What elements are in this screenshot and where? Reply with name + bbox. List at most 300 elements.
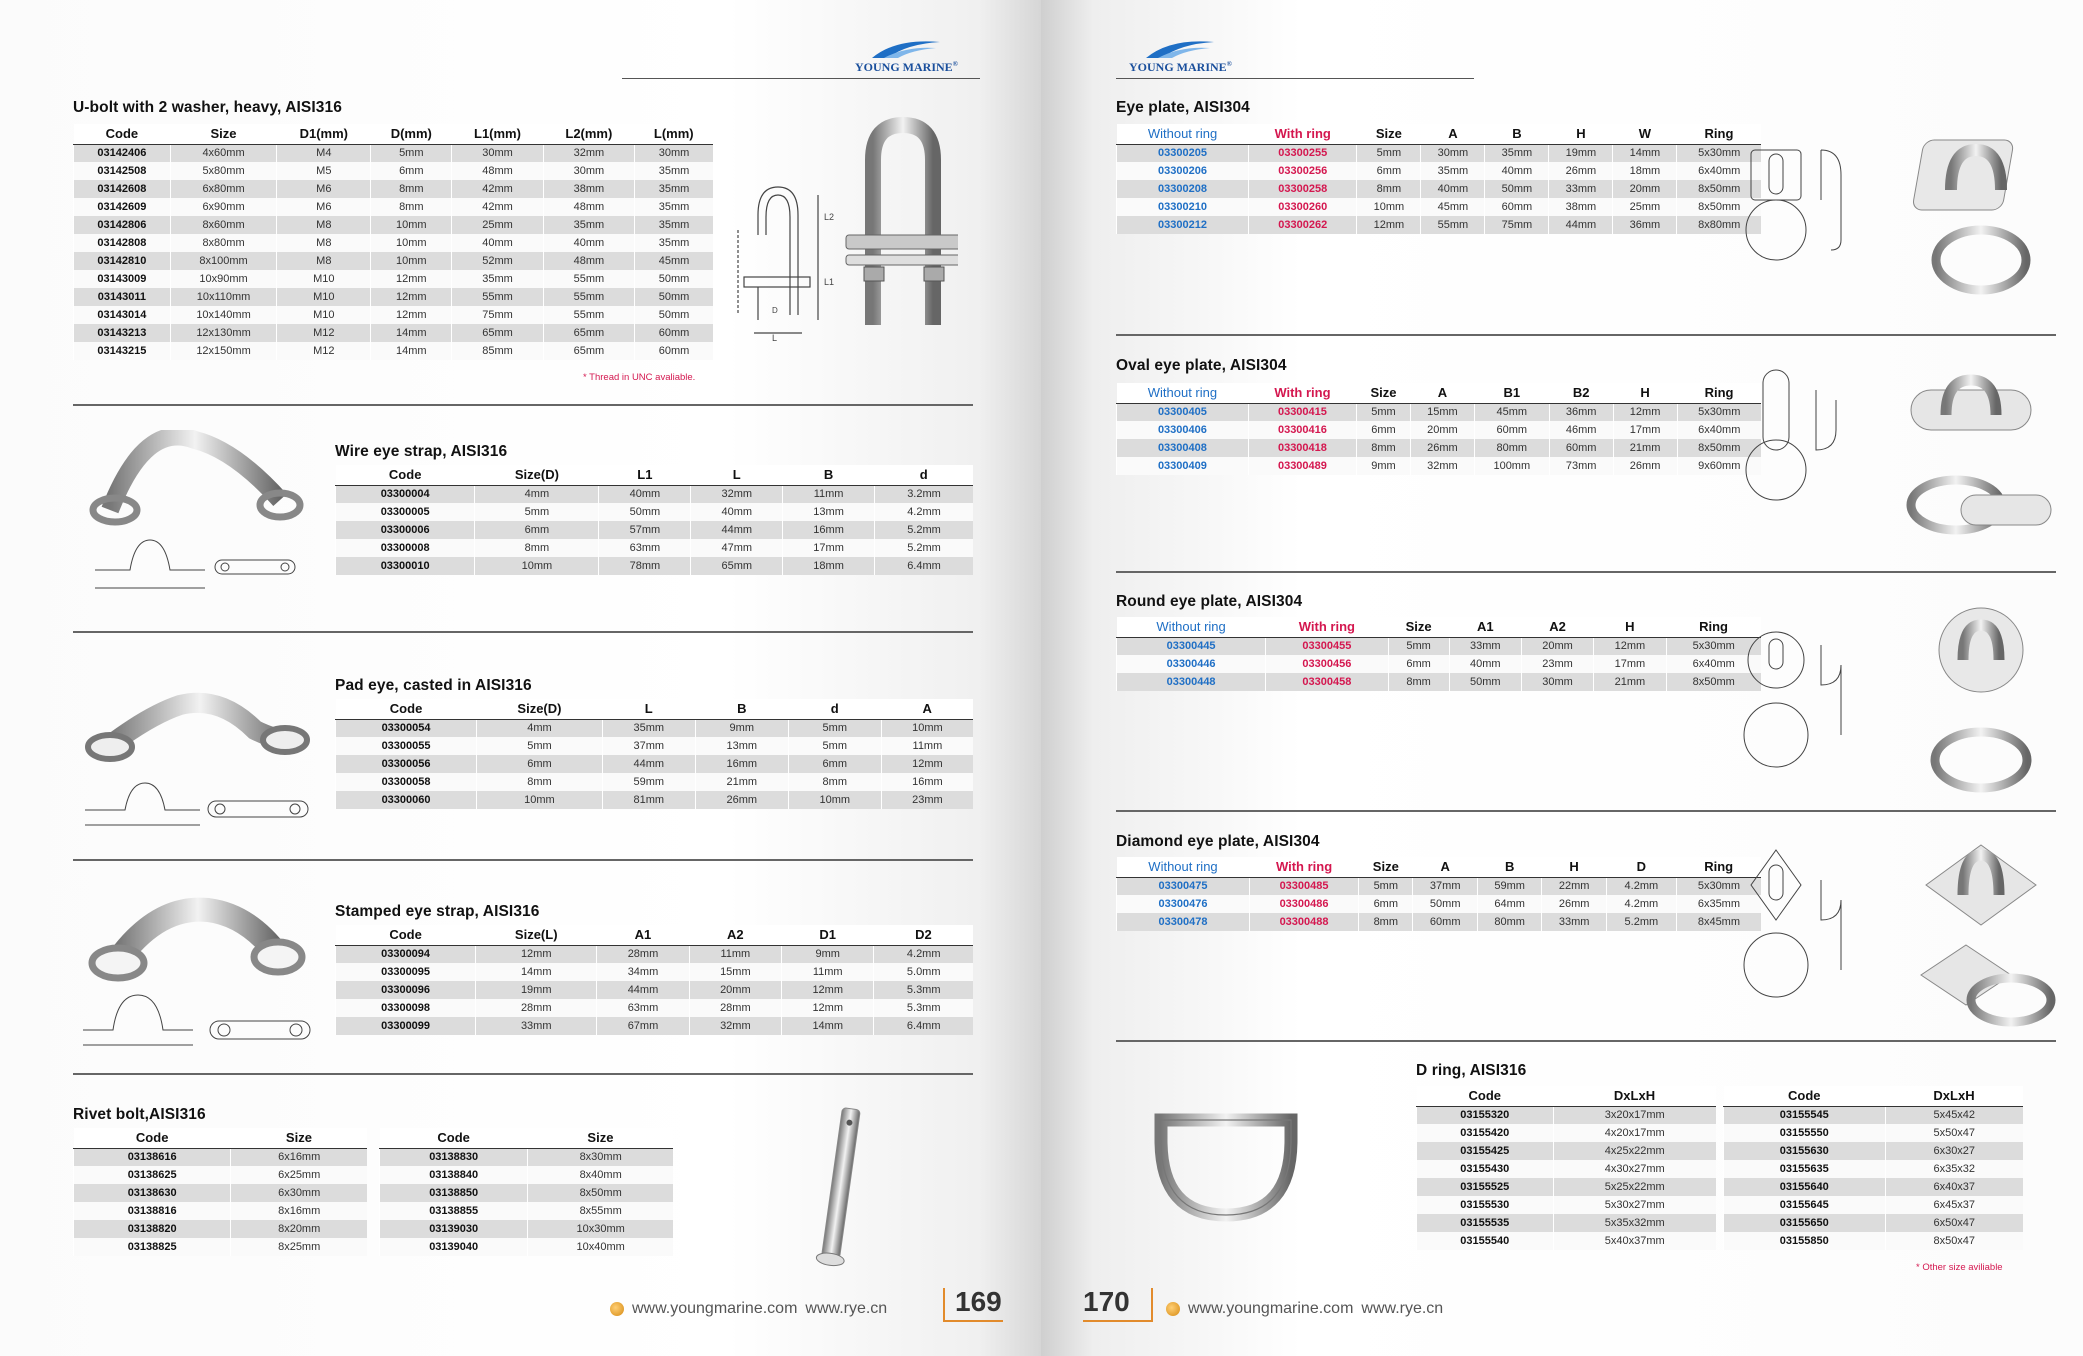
spec-cell: 20mm bbox=[1521, 637, 1593, 655]
product-code-cell: 03143215 bbox=[74, 342, 171, 360]
column-header: With ring bbox=[1249, 857, 1358, 877]
section-divider bbox=[1116, 1040, 2056, 1042]
table-row bbox=[336, 999, 974, 1017]
product-code-cell: 03300054 bbox=[336, 719, 477, 737]
spec-cell: 65mm bbox=[543, 342, 634, 360]
eyeplate-title: Eye plate, AISI304 bbox=[1116, 99, 1250, 116]
spec-cell: 16mm bbox=[881, 773, 973, 791]
table-row bbox=[1417, 1178, 1717, 1196]
product-code-cell: 03155645 bbox=[1724, 1196, 1886, 1214]
spec-cell: 35mm bbox=[635, 234, 713, 252]
spec-cell: 5mm bbox=[371, 144, 452, 162]
product-code-cell: 03143213 bbox=[74, 324, 171, 342]
product-code-cell: 03300456 bbox=[1266, 655, 1388, 673]
spec-cell: 16mm bbox=[695, 755, 788, 773]
spec-cell: 75mm bbox=[452, 306, 543, 324]
spec-cell: 19mm bbox=[476, 981, 597, 999]
column-header: Code bbox=[1417, 1086, 1554, 1106]
spec-cell: 80mm bbox=[1474, 439, 1549, 457]
spec-cell: 10x90mm bbox=[170, 270, 277, 288]
spec-cell: M12 bbox=[277, 324, 371, 342]
spec-cell: M6 bbox=[277, 198, 371, 216]
brand-name: YOUNG MARINE® bbox=[855, 60, 958, 74]
page-number-marker bbox=[1151, 1288, 1153, 1320]
pad-title: Pad eye, casted in AISI316 bbox=[335, 677, 532, 694]
spec-cell: 8x45mm bbox=[1676, 913, 1761, 931]
spec-cell: 5mm bbox=[1359, 877, 1413, 895]
table-row bbox=[1117, 198, 1762, 216]
spec-cell: 52mm bbox=[452, 252, 543, 270]
spec-cell: 6mm bbox=[371, 162, 452, 180]
product-code-cell: 03155650 bbox=[1724, 1214, 1886, 1232]
spec-cell: 20mm bbox=[689, 981, 781, 999]
product-code-cell: 03300455 bbox=[1266, 637, 1388, 655]
table-row bbox=[74, 1220, 368, 1238]
column-header: L bbox=[691, 465, 783, 485]
table-row bbox=[1724, 1214, 2024, 1232]
spec-cell: 35mm bbox=[1421, 162, 1485, 180]
table-header-row bbox=[1417, 1086, 1717, 1106]
spec-cell: 21mm bbox=[1594, 673, 1666, 691]
spec-cell: 10mm bbox=[475, 557, 599, 575]
table-row bbox=[74, 1184, 368, 1202]
footer-left bbox=[610, 1300, 887, 1318]
table-header-row bbox=[1117, 383, 1762, 403]
spec-cell: 55mm bbox=[543, 270, 634, 288]
spec-cell: 5mm bbox=[1357, 403, 1411, 421]
column-header: Size bbox=[170, 124, 277, 144]
product-code-cell: 03155540 bbox=[1417, 1232, 1554, 1250]
page-number-left: 169 bbox=[955, 1286, 1002, 1317]
product-code-cell: 03142810 bbox=[74, 252, 171, 270]
spec-cell: 6x25mm bbox=[231, 1166, 367, 1184]
spec-cell: 4.2mm bbox=[874, 945, 973, 963]
spec-cell: 5x30mm bbox=[1677, 144, 1761, 162]
spec-cell: 10mm bbox=[371, 252, 452, 270]
spec-cell: 5.2mm bbox=[875, 539, 974, 557]
spec-cell: 50mm bbox=[635, 270, 713, 288]
column-header: B2 bbox=[1549, 383, 1613, 403]
spec-cell: 40mm bbox=[452, 234, 543, 252]
column-header: Size bbox=[1388, 617, 1449, 637]
diamond-eyeplate-product-image bbox=[1741, 840, 2061, 1040]
spec-cell: 6mm bbox=[1359, 895, 1413, 913]
spec-cell: 78mm bbox=[599, 557, 691, 575]
table-row bbox=[74, 144, 714, 162]
spec-cell: M8 bbox=[277, 234, 371, 252]
table-row bbox=[380, 1148, 674, 1166]
product-code-cell: 03138830 bbox=[380, 1148, 528, 1166]
brand-logo bbox=[1129, 36, 1232, 75]
spec-cell: 5x45x42 bbox=[1885, 1106, 2023, 1124]
spec-cell: 5x35x32mm bbox=[1553, 1214, 1716, 1232]
table-row bbox=[1117, 637, 1762, 655]
spec-cell: 26mm bbox=[695, 791, 788, 809]
spec-cell: 4.2mm bbox=[875, 503, 974, 521]
ubolt-product-image bbox=[728, 115, 958, 350]
column-header: L1(mm) bbox=[452, 124, 543, 144]
eyeplate-product-image bbox=[1741, 130, 2061, 310]
spec-cell: 5x30mm bbox=[1676, 877, 1761, 895]
spec-cell: 21mm bbox=[695, 773, 788, 791]
spec-cell: 60mm bbox=[635, 324, 713, 342]
svg-text:L2: L2 bbox=[824, 212, 835, 222]
table-row bbox=[74, 162, 714, 180]
spec-cell: 46mm bbox=[1549, 421, 1613, 439]
header-rule bbox=[622, 78, 980, 79]
product-code-cell: 03155530 bbox=[1417, 1196, 1554, 1214]
table-row bbox=[1417, 1196, 1717, 1214]
column-header: Size(L) bbox=[476, 925, 597, 945]
spec-cell: 55mm bbox=[543, 288, 634, 306]
product-code-cell: 03300210 bbox=[1117, 198, 1249, 216]
table-row bbox=[336, 981, 974, 999]
spec-cell: 48mm bbox=[452, 162, 543, 180]
footer-url-primary: www.youngmarine.com bbox=[632, 1300, 798, 1317]
spec-cell: 15mm bbox=[1410, 403, 1474, 421]
spec-cell: 28mm bbox=[689, 999, 781, 1017]
table-row bbox=[74, 1148, 368, 1166]
spec-cell: 4.2mm bbox=[1606, 877, 1676, 895]
table-row bbox=[74, 252, 714, 270]
column-header: D2 bbox=[874, 925, 973, 945]
footer-url-secondary: www.rye.cn bbox=[1361, 1300, 1444, 1317]
spec-cell: 59mm bbox=[1477, 877, 1541, 895]
product-code-cell: 03138816 bbox=[74, 1202, 231, 1220]
product-code-cell: 03138840 bbox=[380, 1166, 528, 1184]
spec-cell: 6x40mm bbox=[1677, 162, 1761, 180]
spec-cell: 5x30mm bbox=[1666, 637, 1761, 655]
spec-cell: 4mm bbox=[477, 719, 603, 737]
spec-cell: 38mm bbox=[543, 180, 634, 198]
spec-cell: 6mm bbox=[1357, 162, 1421, 180]
column-header: W bbox=[1613, 124, 1677, 144]
column-header: Without ring bbox=[1117, 617, 1266, 637]
product-code-cell: 03300205 bbox=[1117, 144, 1249, 162]
product-code-cell: 03142508 bbox=[74, 162, 171, 180]
spec-cell: 35mm bbox=[543, 216, 634, 234]
ubolt-title: U-bolt with 2 washer, heavy, AISI316 bbox=[73, 99, 342, 116]
column-header: Code bbox=[380, 1128, 528, 1148]
spec-cell: 45mm bbox=[1421, 198, 1485, 216]
oval-table bbox=[1116, 383, 1761, 475]
spec-cell: 26mm bbox=[1613, 457, 1677, 475]
spec-cell: 36mm bbox=[1613, 216, 1677, 234]
spec-cell: 6x35x32 bbox=[1885, 1160, 2023, 1178]
table-row bbox=[1117, 673, 1762, 691]
spec-cell: 50mm bbox=[1449, 673, 1521, 691]
spec-cell: 35mm bbox=[452, 270, 543, 288]
column-header: Code bbox=[336, 465, 475, 485]
diamond-table bbox=[1116, 857, 1761, 931]
spec-cell: 5x80mm bbox=[170, 162, 277, 180]
page-number-underline bbox=[943, 1320, 1003, 1322]
product-code-cell: 03155430 bbox=[1417, 1160, 1554, 1178]
spec-cell: 19mm bbox=[1549, 144, 1613, 162]
section-divider bbox=[73, 404, 973, 406]
spec-cell: 6mm bbox=[1388, 655, 1449, 673]
product-code-cell: 03300255 bbox=[1249, 144, 1357, 162]
product-code-cell: 03300258 bbox=[1249, 180, 1357, 198]
spec-cell: 3x20x17mm bbox=[1553, 1106, 1716, 1124]
product-code-cell: 03139040 bbox=[380, 1238, 528, 1256]
spec-cell: 60mm bbox=[635, 342, 713, 360]
table-row bbox=[74, 1202, 368, 1220]
spec-cell: 26mm bbox=[1549, 162, 1613, 180]
spec-cell: 14mm bbox=[371, 342, 452, 360]
product-code-cell: 03300260 bbox=[1249, 198, 1357, 216]
product-code-cell: 03300405 bbox=[1117, 403, 1249, 421]
column-header: Without ring bbox=[1117, 124, 1249, 144]
spec-cell: 35mm bbox=[1485, 144, 1549, 162]
wire-table bbox=[335, 465, 973, 575]
spec-cell: 48mm bbox=[543, 252, 634, 270]
spec-cell: 14mm bbox=[1613, 144, 1677, 162]
spec-cell: 5.2mm bbox=[1606, 913, 1676, 931]
table-row bbox=[336, 539, 974, 557]
oval-eyeplate-product-image bbox=[1741, 360, 2061, 550]
spec-cell: 32mm bbox=[543, 144, 634, 162]
table-row bbox=[336, 503, 974, 521]
product-code-cell: 03138820 bbox=[74, 1220, 231, 1238]
spec-cell: 12mm bbox=[371, 306, 452, 324]
spec-cell: 8x50mm bbox=[528, 1184, 673, 1202]
column-header: A bbox=[1410, 383, 1474, 403]
spec-cell: 9mm bbox=[695, 719, 788, 737]
product-code-cell: 03300446 bbox=[1117, 655, 1266, 673]
spec-cell: M4 bbox=[277, 144, 371, 162]
spec-cell: 22mm bbox=[1542, 877, 1606, 895]
table-row bbox=[1117, 457, 1762, 475]
product-code-cell: 03300094 bbox=[336, 945, 476, 963]
product-code-cell: 03300406 bbox=[1117, 421, 1249, 439]
spec-cell: 5.2mm bbox=[875, 521, 974, 539]
stamped-strap-product-image bbox=[78, 895, 318, 1055]
table-row bbox=[74, 1238, 368, 1256]
column-header: D(mm) bbox=[371, 124, 452, 144]
column-header: A bbox=[1413, 857, 1477, 877]
product-code-cell: 03300098 bbox=[336, 999, 476, 1017]
table-header-row bbox=[1117, 124, 1762, 144]
table-header-row bbox=[336, 699, 974, 719]
rivet-table-b bbox=[379, 1128, 673, 1256]
spec-cell: 11mm bbox=[689, 945, 781, 963]
table-row bbox=[1417, 1124, 1717, 1142]
product-code-cell: 03300095 bbox=[336, 963, 476, 981]
round-table bbox=[1116, 617, 1761, 691]
spec-cell: 33mm bbox=[1542, 913, 1606, 931]
spec-cell: 32mm bbox=[1410, 457, 1474, 475]
section-divider bbox=[73, 631, 973, 633]
spec-cell: M5 bbox=[277, 162, 371, 180]
table-row bbox=[336, 557, 974, 575]
table-header-row bbox=[74, 1128, 368, 1148]
spec-cell: 6x45x37 bbox=[1885, 1196, 2023, 1214]
spec-cell: 33mm bbox=[1549, 180, 1613, 198]
spec-cell: 10mm bbox=[881, 719, 973, 737]
dring-table-a bbox=[1416, 1086, 1716, 1250]
column-header: Code bbox=[74, 124, 171, 144]
spec-cell: 16mm bbox=[783, 521, 875, 539]
column-header: With ring bbox=[1249, 124, 1357, 144]
spec-cell: 23mm bbox=[881, 791, 973, 809]
product-code-cell: 03143009 bbox=[74, 270, 171, 288]
spec-cell: 40mm bbox=[1449, 655, 1521, 673]
spec-cell: 8mm bbox=[477, 773, 603, 791]
product-code-cell: 03300055 bbox=[336, 737, 477, 755]
table-row bbox=[1117, 180, 1762, 198]
product-code-cell: 03138625 bbox=[74, 1166, 231, 1184]
column-header: L2(mm) bbox=[543, 124, 634, 144]
column-header: A bbox=[1421, 124, 1485, 144]
spec-cell: 60mm bbox=[1549, 439, 1613, 457]
product-code-cell: 03300099 bbox=[336, 1017, 476, 1035]
column-header: H bbox=[1594, 617, 1666, 637]
spec-cell: 81mm bbox=[602, 791, 695, 809]
spec-cell: 10mm bbox=[1357, 198, 1421, 216]
table-row bbox=[1724, 1124, 2024, 1142]
spec-cell: 5mm bbox=[1357, 144, 1421, 162]
spec-cell: 5mm bbox=[788, 719, 881, 737]
table-row bbox=[380, 1184, 674, 1202]
column-header: DxLxH bbox=[1885, 1086, 2023, 1106]
spec-cell: 40mm bbox=[1485, 162, 1549, 180]
spec-cell: 8x25mm bbox=[231, 1238, 367, 1256]
spec-cell: 12mm bbox=[1613, 403, 1677, 421]
product-code-cell: 03300006 bbox=[336, 521, 475, 539]
product-code-cell: 03155535 bbox=[1417, 1214, 1554, 1232]
spec-cell: 17mm bbox=[1594, 655, 1666, 673]
spec-cell: 6x90mm bbox=[170, 198, 277, 216]
product-code-cell: 03138825 bbox=[74, 1238, 231, 1256]
spec-cell: 5mm bbox=[1388, 637, 1449, 655]
product-code-cell: 03155635 bbox=[1724, 1160, 1886, 1178]
spec-cell: 11mm bbox=[881, 737, 973, 755]
spec-cell: 60mm bbox=[1413, 913, 1477, 931]
spec-cell: 12mm bbox=[881, 755, 973, 773]
table-row bbox=[336, 719, 974, 737]
spec-cell: 8x50mm bbox=[1677, 439, 1761, 457]
spec-cell: 5mm bbox=[788, 737, 881, 755]
spec-cell: 8x50mm bbox=[1677, 198, 1761, 216]
product-code-cell: 03300409 bbox=[1117, 457, 1249, 475]
spec-cell: 4x60mm bbox=[170, 144, 277, 162]
spec-cell: 65mm bbox=[543, 324, 634, 342]
column-header: A1 bbox=[597, 925, 689, 945]
spec-cell: 6x40mm bbox=[1666, 655, 1761, 673]
spec-cell: 8mm bbox=[1357, 439, 1411, 457]
product-code-cell: 03142609 bbox=[74, 198, 171, 216]
spec-cell: 12x150mm bbox=[170, 342, 277, 360]
header-rule bbox=[1116, 78, 1474, 79]
column-header: Size bbox=[1359, 857, 1413, 877]
spec-cell: 25mm bbox=[1613, 198, 1677, 216]
column-header: A2 bbox=[1521, 617, 1593, 637]
spec-cell: 60mm bbox=[1485, 198, 1549, 216]
column-header: DxLxH bbox=[1553, 1086, 1716, 1106]
product-code-cell: 03142806 bbox=[74, 216, 171, 234]
column-header: Code bbox=[74, 1128, 231, 1148]
column-header: Code bbox=[336, 925, 476, 945]
spec-cell: 6x50x47 bbox=[1885, 1214, 2023, 1232]
table-row bbox=[1417, 1232, 1717, 1250]
table-row bbox=[1117, 162, 1762, 180]
product-code-cell: 03300060 bbox=[336, 791, 477, 809]
table-row bbox=[380, 1202, 674, 1220]
spec-cell: 45mm bbox=[1474, 403, 1549, 421]
spec-cell: 8x80mm bbox=[1677, 216, 1761, 234]
spec-cell: 5x40x37mm bbox=[1553, 1232, 1716, 1250]
product-code-cell: 03300208 bbox=[1117, 180, 1249, 198]
spec-cell: 11mm bbox=[782, 963, 874, 981]
spec-cell: 9mm bbox=[782, 945, 874, 963]
page-number-marker bbox=[943, 1288, 945, 1320]
spec-cell: 21mm bbox=[1613, 439, 1677, 457]
table-row bbox=[1417, 1106, 1717, 1124]
rivet-table-a bbox=[73, 1128, 367, 1256]
table-row bbox=[74, 324, 714, 342]
table-row bbox=[74, 1166, 368, 1184]
spec-cell: 8x55mm bbox=[528, 1202, 673, 1220]
spec-cell: M12 bbox=[277, 342, 371, 360]
oval-title: Oval eye plate, AISI304 bbox=[1116, 357, 1287, 374]
spec-cell: 38mm bbox=[1549, 198, 1613, 216]
svg-text:L1: L1 bbox=[824, 277, 835, 287]
footer-url-secondary: www.rye.cn bbox=[805, 1300, 888, 1317]
diamond-title: Diamond eye plate, AISI304 bbox=[1116, 833, 1320, 850]
table-row bbox=[1117, 655, 1762, 673]
product-code-cell: 03300004 bbox=[336, 485, 475, 503]
product-code-cell: 03155640 bbox=[1724, 1178, 1886, 1196]
spec-cell: 40mm bbox=[599, 485, 691, 503]
product-code-cell: 03300206 bbox=[1117, 162, 1249, 180]
spec-cell: 23mm bbox=[1521, 655, 1593, 673]
product-code-cell: 03300415 bbox=[1248, 403, 1356, 421]
spec-cell: 8x50x47 bbox=[1885, 1232, 2023, 1250]
table-row bbox=[1117, 439, 1762, 457]
spec-cell: 12mm bbox=[476, 945, 597, 963]
table-header-row bbox=[1724, 1086, 2024, 1106]
spec-cell: 8x100mm bbox=[170, 252, 277, 270]
spec-cell: 35mm bbox=[635, 198, 713, 216]
table-row bbox=[336, 485, 974, 503]
spec-cell: 10mm bbox=[477, 791, 603, 809]
spec-cell: 42mm bbox=[452, 180, 543, 198]
table-row bbox=[336, 773, 974, 791]
stamped-title: Stamped eye strap, AISI316 bbox=[335, 903, 540, 920]
rivet-title: Rivet bolt,AISI316 bbox=[73, 1106, 206, 1123]
table-row bbox=[1117, 216, 1762, 234]
column-header: D bbox=[1606, 857, 1676, 877]
spec-cell: 50mm bbox=[1413, 895, 1477, 913]
spec-cell: 6x30x27 bbox=[1885, 1142, 2023, 1160]
table-row bbox=[380, 1238, 674, 1256]
spec-cell: 4x25x22mm bbox=[1553, 1142, 1716, 1160]
catalog-page-right bbox=[1041, 0, 2083, 1356]
table-header-row bbox=[336, 925, 974, 945]
spec-cell: 8mm bbox=[371, 180, 452, 198]
eyeplate-table bbox=[1116, 124, 1761, 234]
spec-cell: 63mm bbox=[597, 999, 689, 1017]
product-code-cell: 03300416 bbox=[1248, 421, 1356, 439]
table-row bbox=[1724, 1142, 2024, 1160]
spec-cell: 55mm bbox=[543, 306, 634, 324]
table-header-row bbox=[1117, 857, 1762, 877]
spec-cell: 20mm bbox=[1613, 180, 1677, 198]
spec-cell: 36mm bbox=[1549, 403, 1613, 421]
table-row bbox=[74, 342, 714, 360]
product-code-cell: 03142406 bbox=[74, 144, 171, 162]
